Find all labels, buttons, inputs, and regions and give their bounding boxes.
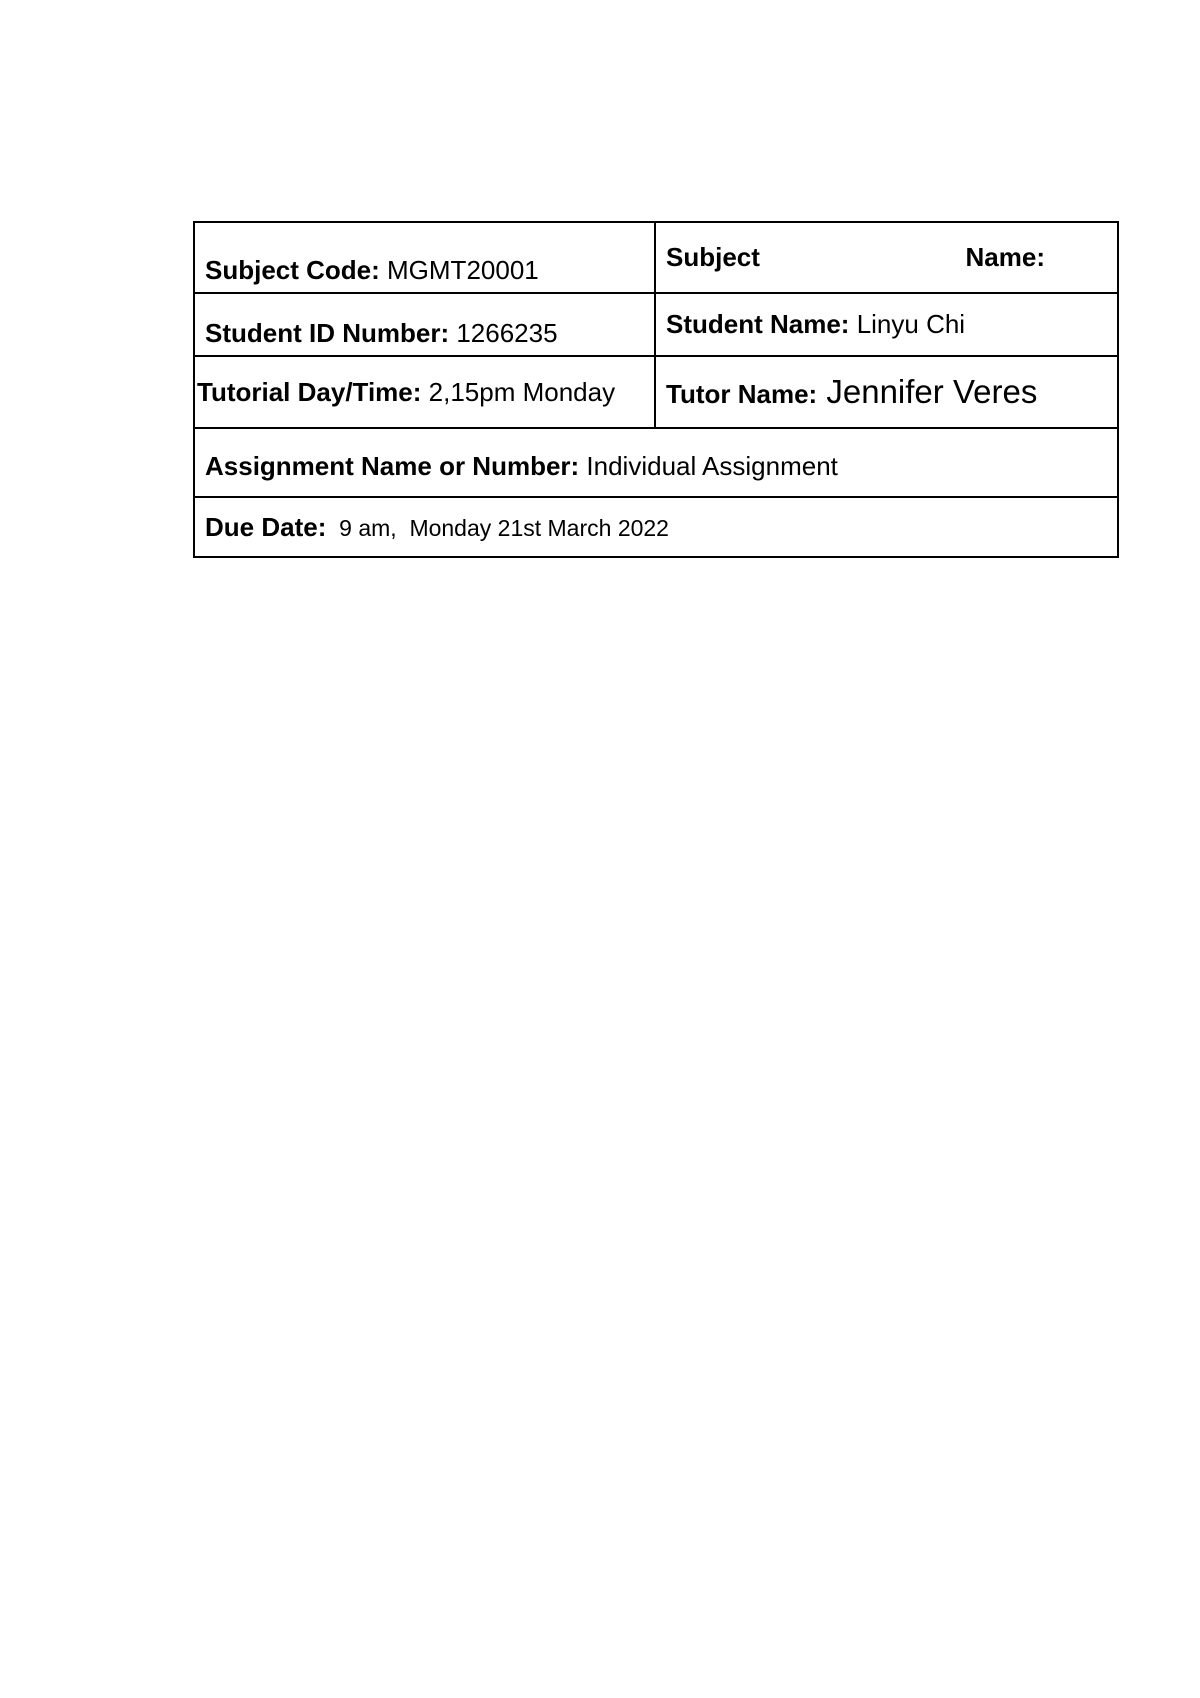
tutorial-value: 2,15pm Monday xyxy=(421,376,616,407)
student-id-value: 1266235 xyxy=(449,318,558,348)
assignment-value: Individual Assignment xyxy=(579,451,838,481)
tutor-name-value: Jennifer Veres xyxy=(817,373,1038,410)
assignment-cell xyxy=(194,428,1118,497)
subject-code-cell xyxy=(194,222,655,293)
student-name-value: Linyu Chi xyxy=(849,309,966,339)
table-row xyxy=(194,497,1118,557)
student-name-label: Student Name: xyxy=(666,309,850,339)
cover-sheet-table xyxy=(193,221,1119,558)
tutorial-cell xyxy=(194,356,655,428)
due-date-cell xyxy=(194,497,1118,557)
assignment-label: Assignment Name or Number: xyxy=(205,451,580,481)
tutorial-label: Tutorial Day/Time: xyxy=(197,376,422,407)
subject-code-value: MGMT20001 xyxy=(379,255,539,285)
name-label: Name: xyxy=(965,242,1045,272)
student-id-label: Student ID Number: xyxy=(205,318,450,348)
student-id-cell xyxy=(194,293,655,356)
table-row xyxy=(194,428,1118,497)
student-name-cell xyxy=(655,293,1118,356)
due-date-label: Due Date: xyxy=(205,511,327,542)
table-row xyxy=(194,293,1118,356)
due-date-value: 9 am, Monday 21st March 2022 xyxy=(326,514,669,541)
subject-label: Subject xyxy=(666,242,760,272)
table-row xyxy=(194,356,1118,428)
tutor-name-cell xyxy=(655,356,1118,428)
tutor-name-label: Tutor Name: xyxy=(666,379,818,409)
subject-code-label: Subject Code: xyxy=(205,255,380,285)
subject-name-cell xyxy=(655,222,1118,293)
table-row xyxy=(194,222,1118,293)
